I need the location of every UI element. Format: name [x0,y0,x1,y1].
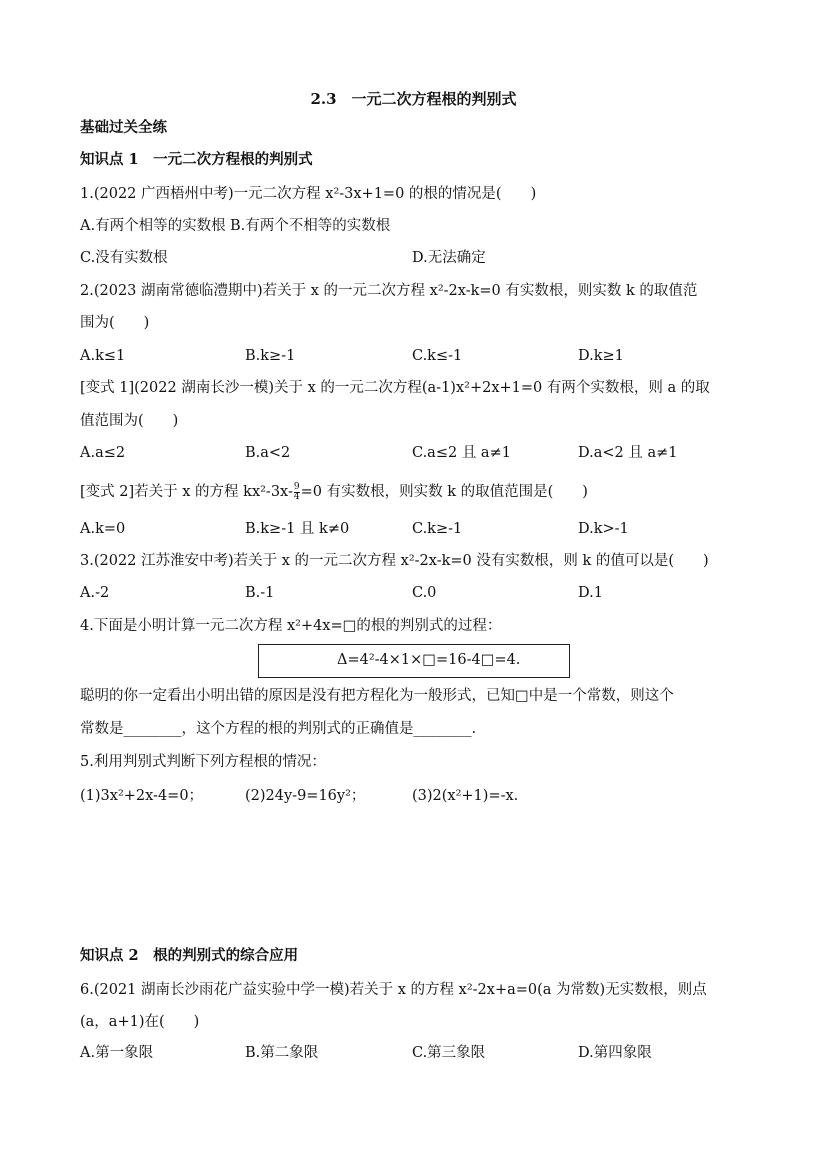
variant-2-stem [80,482,588,502]
section-heading: 基础过关全练 [80,119,167,136]
variant-2-stem-pre: [变式 2]若关于 x 的方程 kx²-3x- [80,484,293,500]
question-3-option-c: C.0 [412,585,437,601]
fraction [294,483,300,502]
variant-1-option-a: A.a≤2 [80,445,126,461]
question-6-option-a: A.第一象限 [80,1045,154,1061]
knowledge-point-2: 知识点 2 根的判别式的综合应用 [80,947,299,964]
variant-2-option-b: B.k≥-1 且 k≠0 [245,521,350,537]
question-6-option-c: C.第三象限 [412,1045,486,1061]
variant-1-option-c: C.a≤2 且 a≠1 [412,445,511,461]
question-1-option-c: C.没有实数根 [80,250,168,266]
question-5-part-2: (2)24y-9=16y²； [245,788,366,804]
variant-1-option-d: D.a<2 且 a≠1 [578,445,678,461]
question-6-stem-line1: 6.(2021 湖南长沙雨花广益实验中学一模)若关于 x 的方程 x²-2x+a=0(a 为常数)无实数根，则点 [80,982,707,998]
question-6-option-b: B.第二象限 [245,1045,319,1061]
variant-1-stem-line1: [变式 1](2022 湖南长沙一模)关于 x 的一元二次方程(a-1)x²+2x+1=0 有两个实数根，则 a 的取 [80,380,710,396]
question-5-part-1: (1)3x²+2x-4=0； [80,788,204,804]
question-4-line1: 聪明的你一定看出小明出错的原因是没有把方程化为一般形式，已知□中是一个常数，则这个 [80,688,674,704]
question-5-part-3: (3)2(x²+1)=-x. [412,788,519,804]
variant-2-option-a: A.k=0 [80,521,126,537]
question-3-option-d: D.1 [578,585,603,601]
fraction-denominator: 4 [293,491,300,502]
variant-2-option-d: D.k>-1 [578,521,629,537]
question-2-option-b: B.k≥-1 [245,348,296,364]
variant-1-stem-line2: 值范围为( ) [80,413,179,429]
question-6-option-d: D.第四象限 [578,1045,652,1061]
page-title: 2.3 一元二次方程根的判别式 [310,90,517,108]
question-6-stem-line2: (a，a+1)在( ) [80,1014,200,1030]
question-1-option-d: D.无法确定 [412,250,486,266]
question-3-stem: 3.(2022 江苏淮安中考)若关于 x 的一元二次方程 x²-2x-k=0 没有实数根，则 k 的值可以是( ) [80,553,709,569]
question-2-stem-line1: 2.(2023 湖南常德临澧期中)若关于 x 的一元二次方程 x²-2x-k=0 有实数根，则实数 k 的取值范 [80,283,698,299]
question-5-stem: 5.利用判别式判断下列方程根的情况： [80,754,326,770]
question-2-option-d: D.k≥1 [578,348,624,364]
question-3-option-a: A.-2 [80,585,110,601]
variant-2-option-c: C.k≥-1 [412,521,463,537]
knowledge-point-1: 知识点 1 一元二次方程根的判别式 [80,151,313,168]
question-1-option-a: A.有两个相等的实数根 [80,218,226,234]
question-1-option-b: B.有两个不相等的实数根 [230,218,391,234]
question-4-stem: 4.下面是小明计算一元二次方程 x²+4x=□的根的判别式的过程： [80,618,502,634]
question-2-option-a: A.k≤1 [80,348,126,364]
question-1-stem: 1.(2022 广西梧州中考)一元二次方程 x²-3x+1=0 的根的情况是( ) [80,186,537,202]
variant-2-stem-post: =0 有实数根，则实数 k 的取值范围是( ) [300,484,588,500]
calculation-box: Δ=4²-4×1×□=16-4□=4. [258,644,570,678]
question-2-stem-line2: 围为( ) [80,315,150,331]
fraction-numerator: 9 [293,481,300,492]
question-4-line2: 常数是________，这个方程的根的判别式的正确值是________. [80,721,477,737]
variant-1-option-b: B.a<2 [245,445,291,461]
question-3-option-b: B.-1 [245,585,275,601]
question-2-option-c: C.k≤-1 [412,348,463,364]
